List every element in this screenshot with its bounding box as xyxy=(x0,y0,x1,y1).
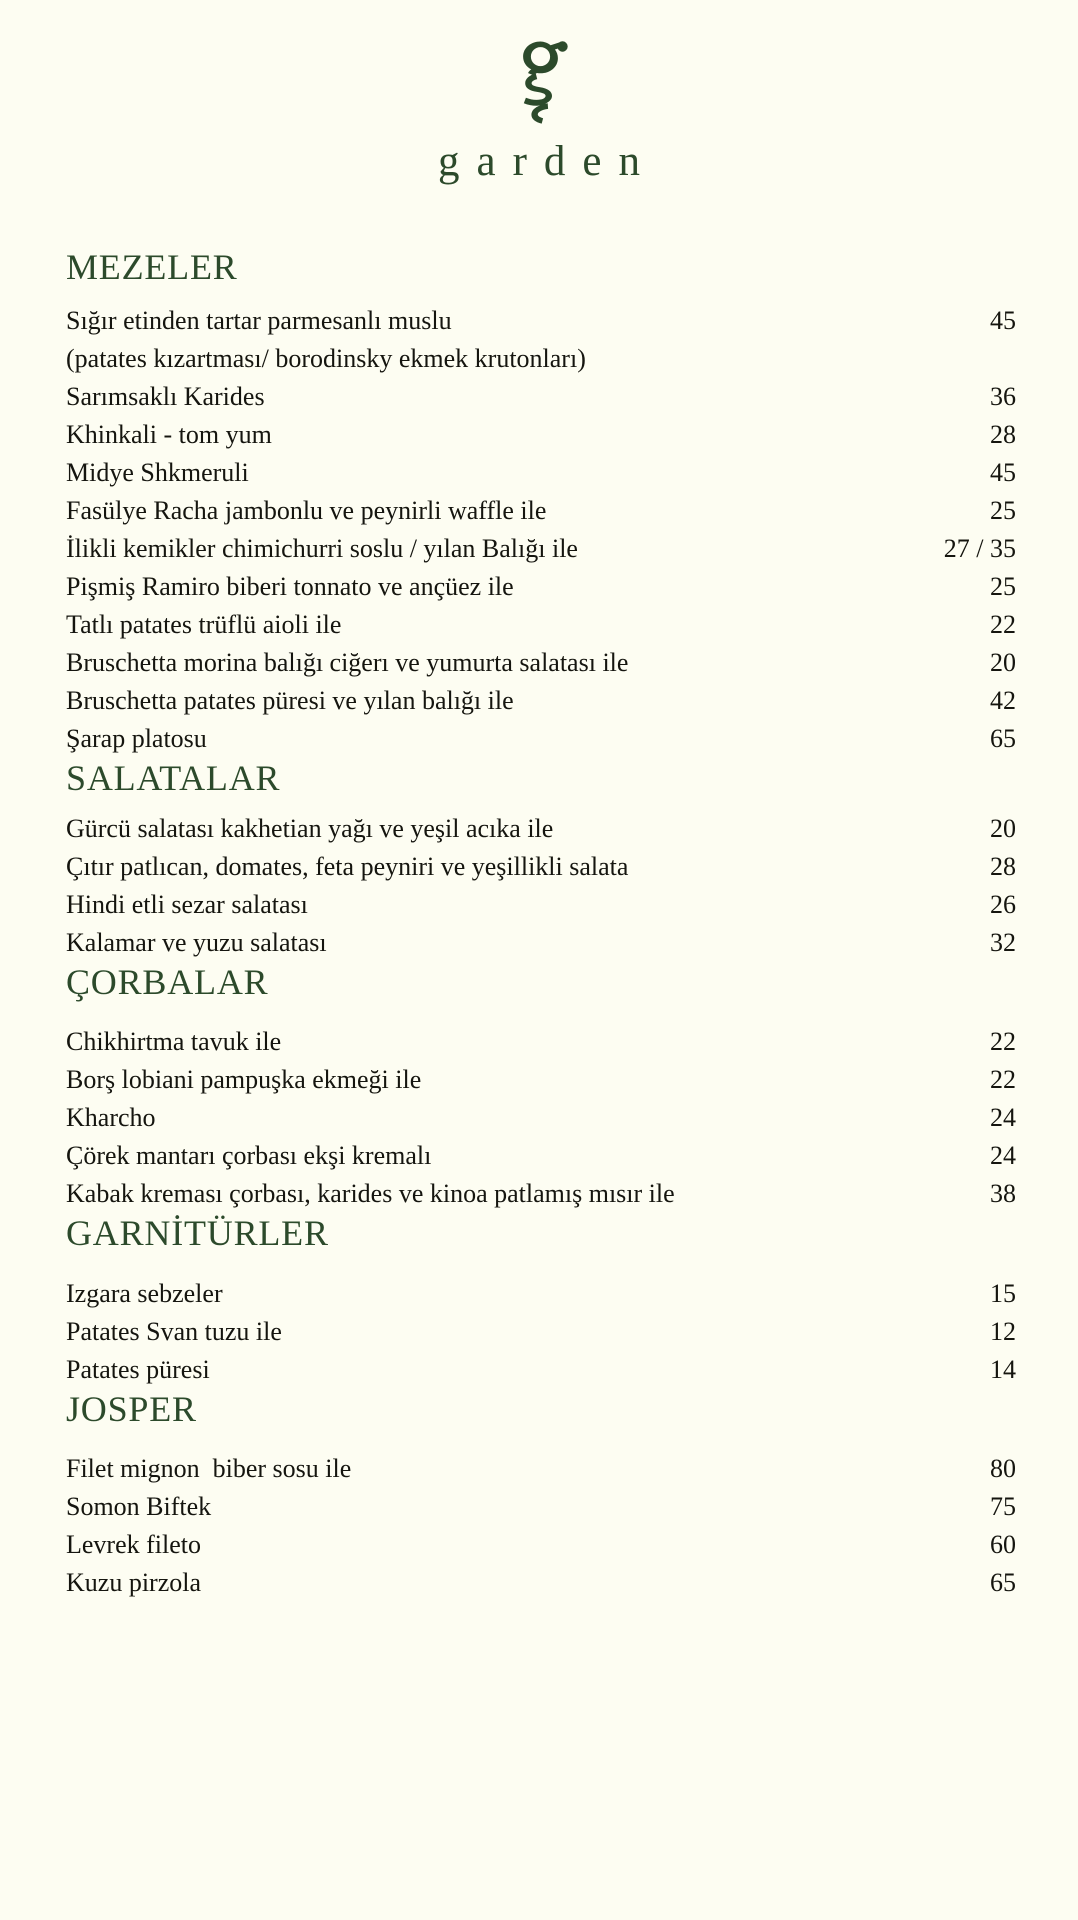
menu-item xyxy=(66,924,1016,962)
menu-item xyxy=(66,1351,1016,1389)
item-name: Çörek mantarı çorbası ekşi kremalı xyxy=(66,1141,432,1171)
menu-item xyxy=(66,886,1016,924)
item-name: Çıtır patlıcan, domates, feta peyniri ve yeşillikli salata xyxy=(66,851,629,881)
item-name: Midye Shkmeruli xyxy=(66,457,249,487)
item-price: 22 xyxy=(990,609,1016,639)
menu-item xyxy=(66,1450,1016,1488)
item-price: 14 xyxy=(990,1354,1016,1384)
menu-item xyxy=(66,1564,1016,1602)
menu-item xyxy=(66,302,1016,340)
item-name: Pişmiş Ramiro biberi tonnato ve ançüez ile xyxy=(66,571,514,601)
item-price: 36 xyxy=(990,381,1016,411)
item-price: 28 xyxy=(990,851,1016,881)
menu-section-corbalar xyxy=(66,962,1016,1213)
item-price: 65 xyxy=(990,723,1016,753)
menu-section-garniturler xyxy=(66,1213,1016,1388)
menu-item xyxy=(66,606,1016,644)
section-title-josper: JOSPER xyxy=(66,1388,197,1429)
menu-item xyxy=(66,416,1016,454)
item-name: Fasülye Racha jambonlu ve peynirli waffle ile xyxy=(66,495,547,525)
section-title-salatalar: SALATALAR xyxy=(66,757,281,798)
item-name: Patates Svan tuzu ile xyxy=(66,1316,282,1346)
item-name: Tatlı patates trüflü aioli ile xyxy=(66,609,342,639)
menu-item xyxy=(66,568,1016,606)
item-price: 22 xyxy=(990,1027,1016,1057)
menu-section-josper xyxy=(66,1389,1016,1602)
menu-sections xyxy=(0,247,1078,1602)
item-price: 25 xyxy=(990,571,1016,601)
section-title-garniturler: GARNİTÜRLER xyxy=(66,1213,329,1254)
item-price: 25 xyxy=(990,495,1016,525)
section-title-corbalar: ÇORBALAR xyxy=(66,961,269,1002)
item-price: 65 xyxy=(990,1567,1016,1597)
item-name: Patates püresi xyxy=(66,1354,210,1384)
menu-item xyxy=(66,1275,1016,1313)
brand-header xyxy=(0,0,1078,185)
item-price: 60 xyxy=(990,1529,1016,1559)
garden-logo-icon xyxy=(0,34,1078,126)
item-list-josper xyxy=(66,1450,1016,1602)
item-name: Şarap platosu xyxy=(66,723,207,753)
item-price: 42 xyxy=(990,685,1016,715)
item-list-salatalar xyxy=(66,810,1016,962)
menu-item xyxy=(66,378,1016,416)
item-description: (patates kızartması/ borodinsky ekmek krutonları) xyxy=(66,343,586,373)
menu-item xyxy=(66,1137,1016,1175)
item-name: Sığır etinden tartar parmesanlı muslu xyxy=(66,305,452,335)
item-price: 24 xyxy=(990,1141,1016,1171)
item-name: Kabak kreması çorbası, karides ve kinoa patlamış mısır ile xyxy=(66,1179,675,1209)
item-price: 45 xyxy=(990,457,1016,487)
item-name: Borş lobiani pampuşka ekmeği ile xyxy=(66,1065,422,1095)
item-price: 28 xyxy=(990,419,1016,449)
item-price: 38 xyxy=(990,1179,1016,1209)
menu-item xyxy=(66,1061,1016,1099)
menu-item xyxy=(66,1175,1016,1213)
item-name: Bruschetta patates püresi ve yılan balığı ile xyxy=(66,685,514,715)
item-name: Kuzu pirzola xyxy=(66,1567,202,1597)
menu-item xyxy=(66,810,1016,848)
item-name: Khinkali - tom yum xyxy=(66,419,272,449)
item-name: Chikhirtma tavuk ile xyxy=(66,1027,282,1057)
menu-item xyxy=(66,720,1016,758)
item-name: Izgara sebzeler xyxy=(66,1278,223,1308)
menu-item xyxy=(66,1099,1016,1137)
item-price: 24 xyxy=(990,1103,1016,1133)
brand-wordmark: garden xyxy=(438,138,657,185)
menu-item xyxy=(66,492,1016,530)
menu-item xyxy=(66,1526,1016,1564)
item-price: 12 xyxy=(990,1316,1016,1346)
item-name: Levrek fileto xyxy=(66,1529,201,1559)
item-name: Hindi etli sezar salatası xyxy=(66,889,308,919)
menu-item xyxy=(66,1488,1016,1526)
section-title-mezeler: MEZELER xyxy=(66,247,238,288)
menu-item xyxy=(66,1313,1016,1351)
menu-item xyxy=(66,848,1016,886)
item-price: 20 xyxy=(990,813,1016,843)
item-name: Filet mignon biber sosu ile xyxy=(66,1453,352,1483)
item-price: 20 xyxy=(990,647,1016,677)
item-name: Kalamar ve yuzu salatası xyxy=(66,927,327,957)
menu-section-salatalar xyxy=(66,758,1016,962)
item-price: 80 xyxy=(990,1453,1016,1483)
item-price: 75 xyxy=(990,1491,1016,1521)
menu-item xyxy=(66,530,1016,568)
item-list-mezeler xyxy=(66,302,1016,758)
item-name: Somon Biftek xyxy=(66,1491,212,1521)
item-price: 45 xyxy=(990,305,1016,335)
menu-item xyxy=(66,1023,1016,1061)
menu-section-mezeler xyxy=(66,247,1016,757)
item-price: 22 xyxy=(990,1065,1016,1095)
item-name: Bruschetta morina balığı ciğerı ve yumurta salatası ile xyxy=(66,647,629,677)
item-list-corbalar xyxy=(66,1023,1016,1213)
menu-item xyxy=(66,682,1016,720)
item-name: Kharcho xyxy=(66,1103,156,1133)
item-name: Gürcü salatası kakhetian yağı ve yeşil acıka ile xyxy=(66,813,554,843)
item-price: 15 xyxy=(990,1278,1016,1308)
item-price: 26 xyxy=(990,889,1016,919)
item-name: İlikli kemikler chimichurri soslu / yılan Balığı ile xyxy=(66,533,578,563)
item-list-garniturler xyxy=(66,1275,1016,1389)
menu-item xyxy=(66,644,1016,682)
item-price: 32 xyxy=(990,927,1016,957)
item-price: 27 / 35 xyxy=(943,533,1016,563)
item-name: Sarımsaklı Karides xyxy=(66,381,265,411)
menu-item xyxy=(66,454,1016,492)
